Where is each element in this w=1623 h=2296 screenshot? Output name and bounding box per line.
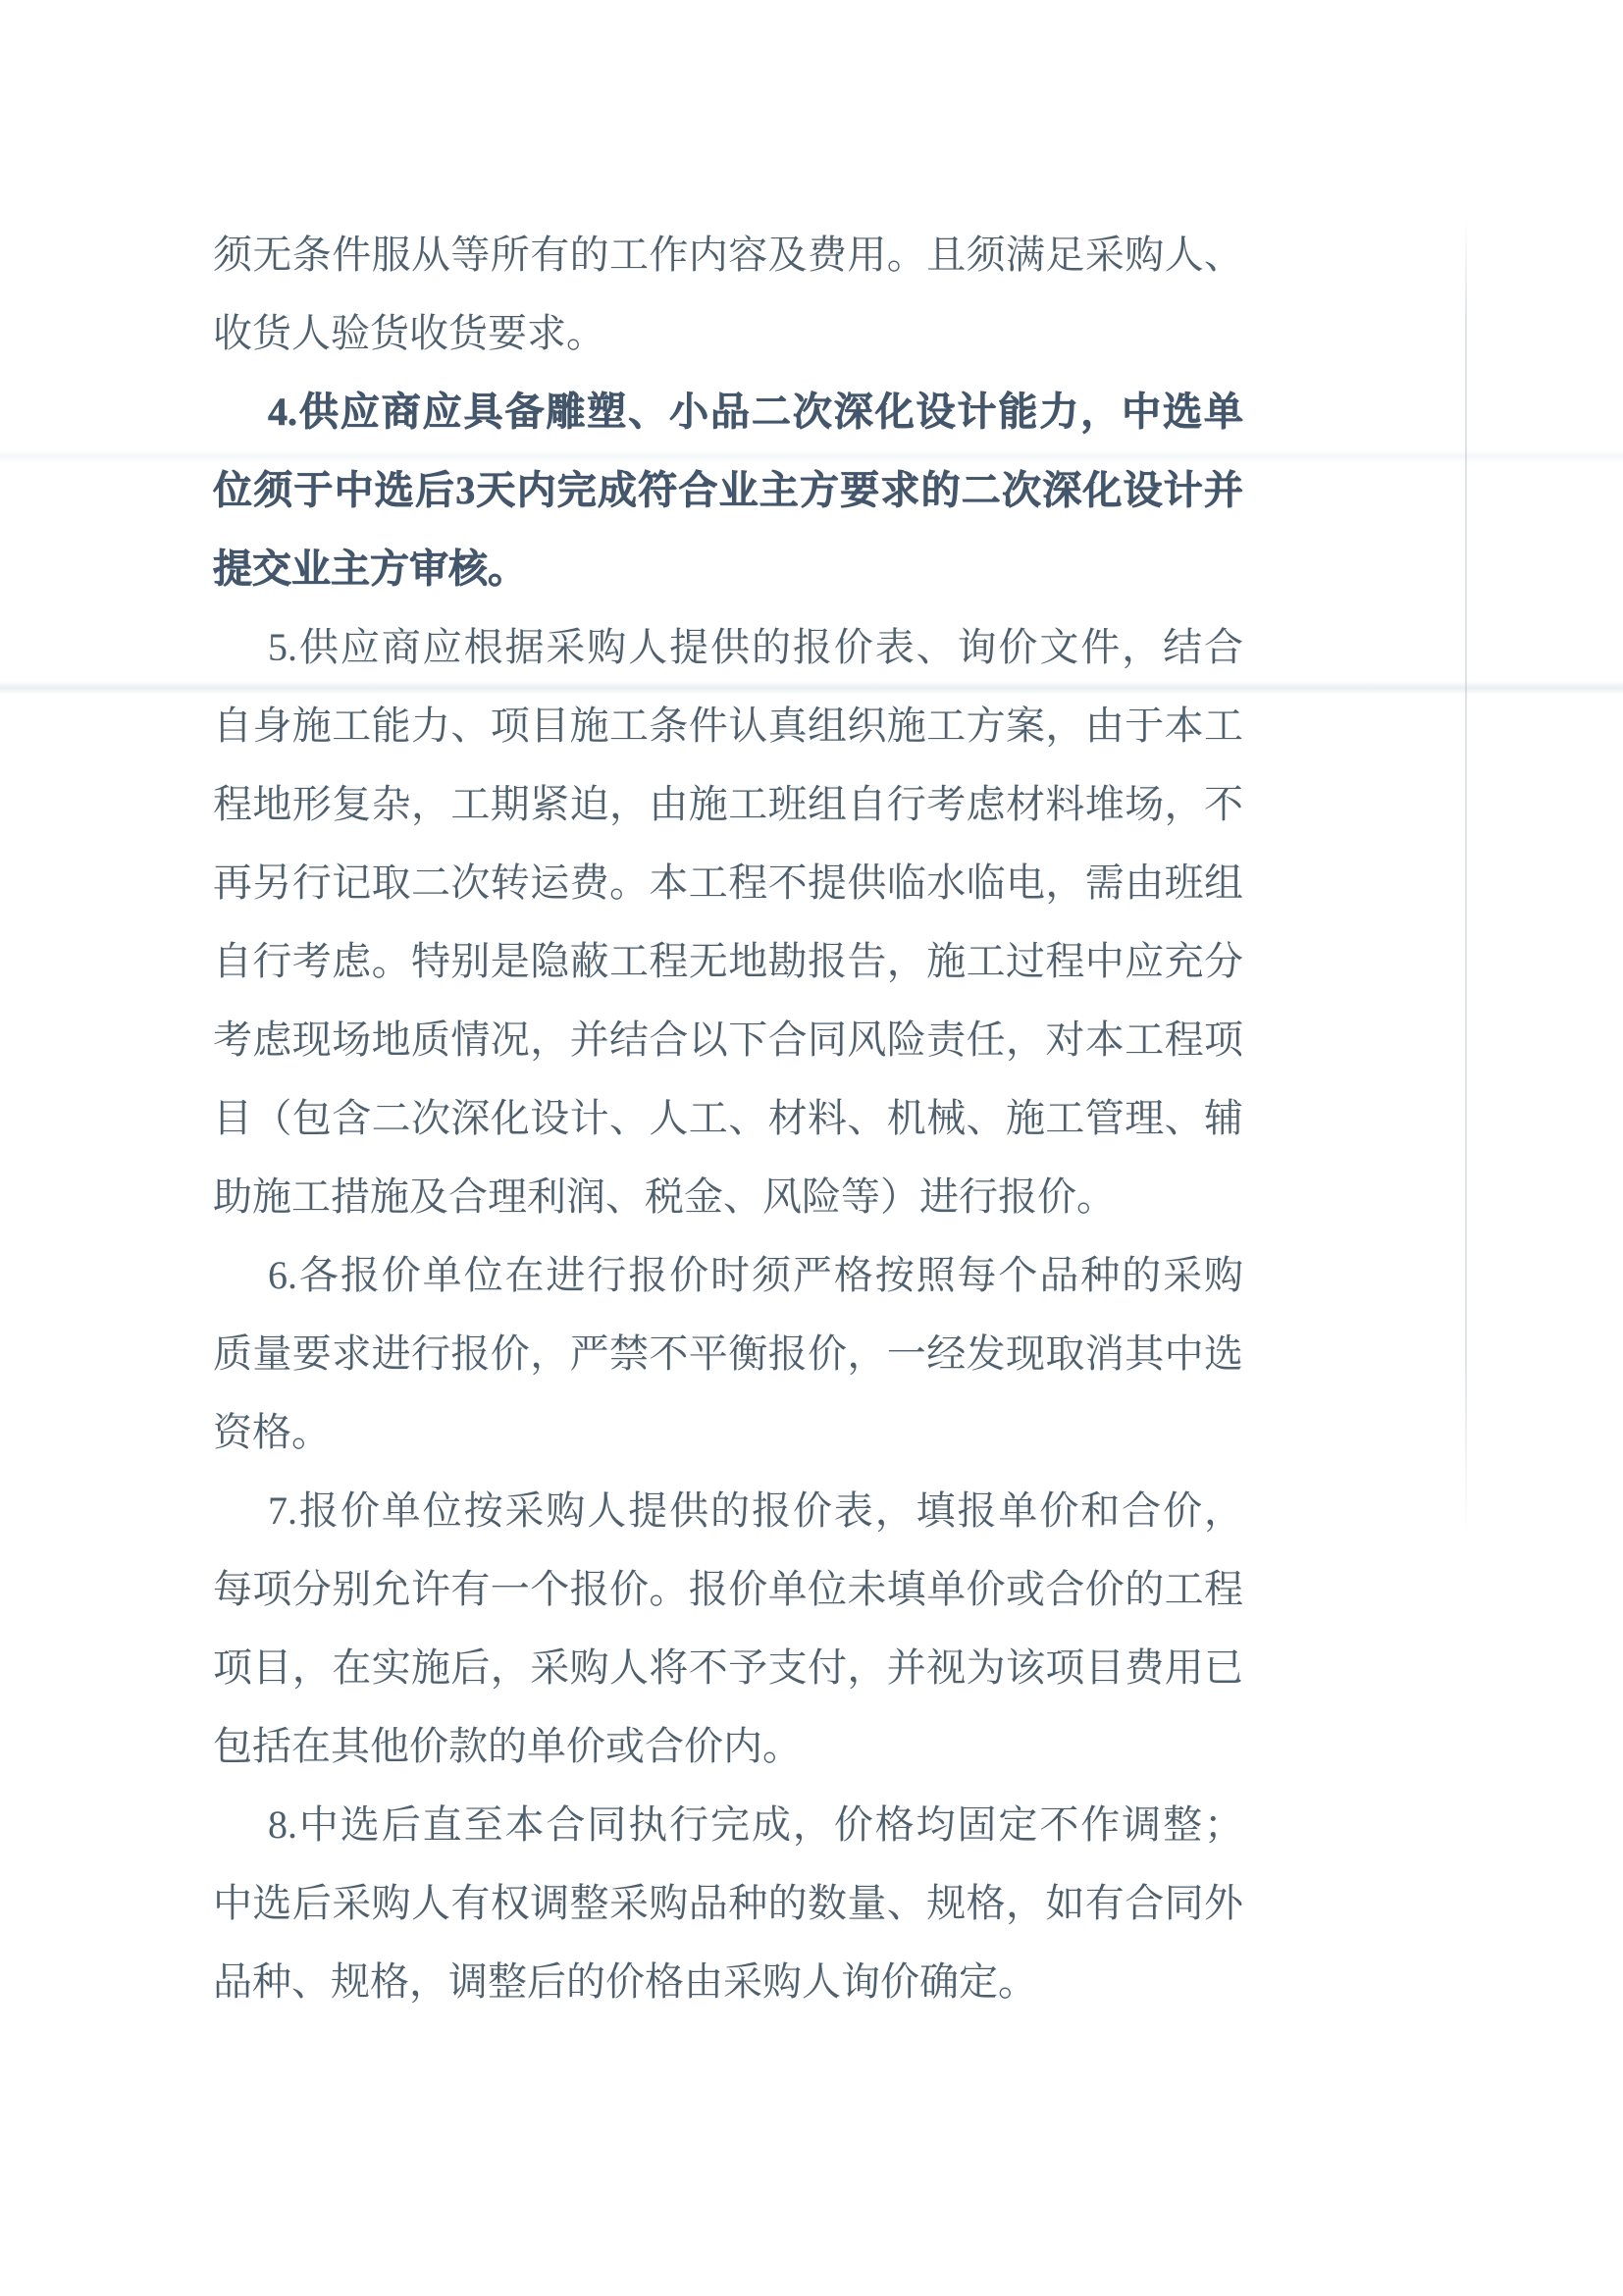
text-line: 6.各报价单位在进行报价时须严格按照每个品种的采购 [268,1253,1243,1297]
text-line: 包括在其他价款的单价或合价内。 [213,1724,802,1768]
text-line: 收货人验货收货要求。 [213,311,605,355]
text-line: 项目，在实施后，采购人将不予支付，并视为该项目费用已 [213,1645,1243,1690]
text-line: 位须于中选后3天内完成符合业主方要求的二次深化设计并 [213,468,1243,512]
paragraph [213,1236,1243,1472]
text-line: 自行考虑。特别是隐蔽工程无地勘报告，施工过程中应充分 [213,939,1243,983]
text-line: 品种、规格，调整后的价格由采购人询价确定。 [213,1959,1037,2004]
paragraph [213,216,1243,373]
document-body [213,216,1243,2021]
text-line: 7.报价单位按采购人提供的报价表，填报单价和合价， [268,1488,1243,1533]
text-line: 5.供应商应根据采购人提供的报价表、询价文件，结合 [268,625,1243,669]
text-line: 考虑现场地质情况，并结合以下合同风险责任，对本工程项 [213,1018,1243,1062]
scan-edge-line [1465,218,1467,1538]
text-line: 须无条件服从等所有的工作内容及费用。且须满足采购人、 [213,233,1243,277]
text-line: 助施工措施及合理利润、税金、风险等）进行报价。 [213,1174,1116,1219]
text-line: 提交业主方审核。 [213,547,527,591]
text-line: 中选后采购人有权调整采购品种的数量、规格，如有合同外 [213,1881,1243,1925]
text-line: 程地形复杂，工期紧迫，由施工班组自行考虑材料堆场，不 [213,782,1243,826]
text-line: 再另行记取二次转运费。本工程不提供临水临电，需由班组 [213,861,1243,905]
paragraph [213,373,1243,608]
text-line: 4.供应商应具备雕塑、小品二次深化设计能力，中选单 [268,390,1243,434]
paragraph [213,1472,1243,1786]
text-line: 自身施工能力、项目施工条件认真组织施工方案，由于本工 [213,704,1243,748]
paragraph [213,1786,1243,2021]
text-line: 质量要求进行报价，严禁不平衡报价，一经发现取消其中选 [213,1331,1243,1376]
text-line: 8.中选后直至本合同执行完成，价格均固定不作调整； [268,1802,1243,1847]
paragraph [213,608,1243,1236]
text-line: 目（包含二次深化设计、人工、材料、机械、施工管理、辅 [213,1096,1243,1140]
text-line: 资格。 [213,1410,331,1454]
text-line: 每项分别允许有一个报价。报价单位未填单价或合价的工程 [213,1567,1243,1611]
